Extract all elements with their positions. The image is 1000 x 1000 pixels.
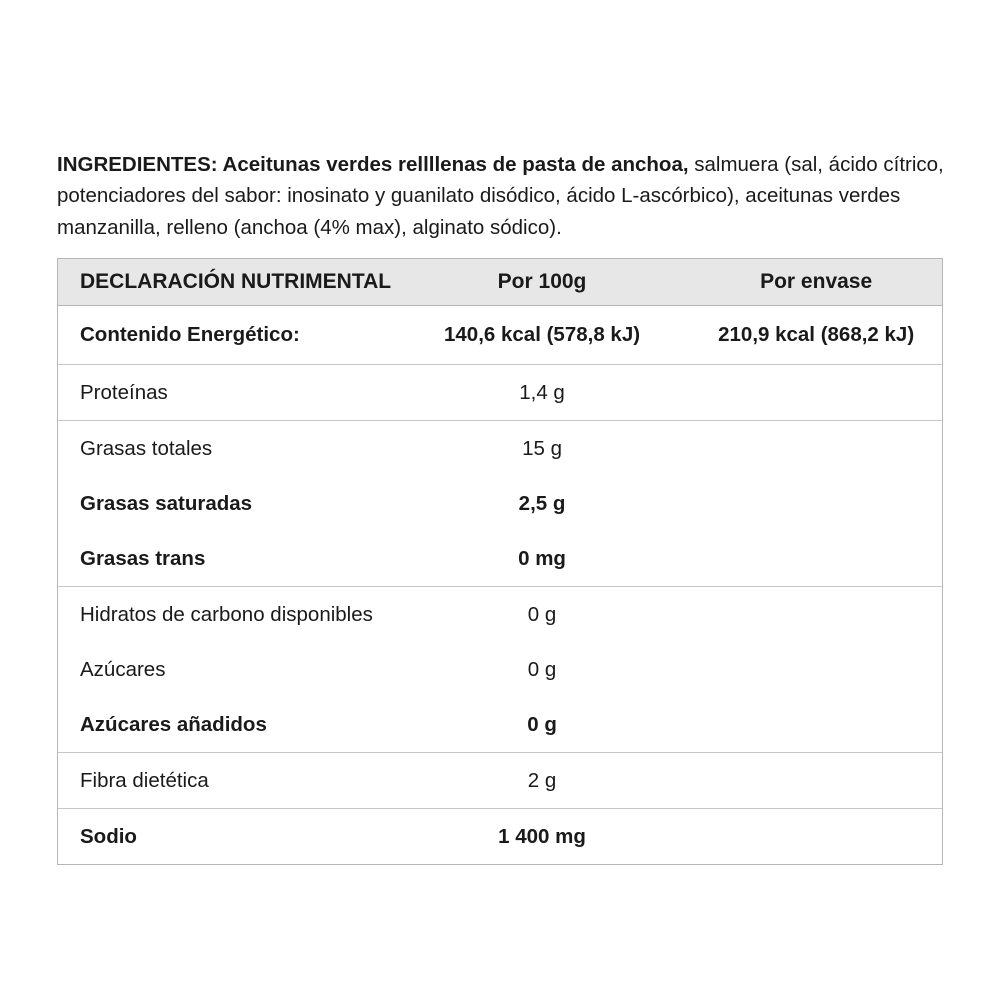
value-per-100g: 0 g (394, 697, 690, 753)
table-header-row (58, 259, 943, 306)
value-per-100g: 1 400 mg (394, 809, 690, 865)
table-row (58, 809, 943, 865)
header-declaracion-nutrimental: DECLARACIÓN NUTRIMENTAL (58, 259, 394, 306)
nutrient-name: Grasas saturadas (58, 476, 394, 531)
value-per-envase (690, 753, 942, 809)
table-row (58, 476, 943, 531)
table-row (58, 421, 943, 477)
table-row (58, 531, 943, 587)
value-per-100g: 0 g (394, 642, 690, 697)
ingredients-body-text: salmuera (sal, ácido cítrico, potenciadores del sabor: inosinato y guanilato disódico, ácido L-ascórbico), aceitunas verdes manzanilla, relleno (anchoa (4% max), alginato sódico). (57, 152, 944, 240)
nutrient-name: Grasas totales (58, 421, 394, 477)
nutrient-name: Proteínas (58, 365, 394, 421)
table-row (58, 587, 943, 643)
header-por-100g: Por 100g (394, 259, 690, 306)
nutrient-name: Azúcares (58, 642, 394, 697)
nutrient-name: Fibra dietética (58, 753, 394, 809)
value-per-100g: 15 g (394, 421, 690, 477)
value-per-envase (690, 697, 942, 753)
header-por-envase: Por envase (690, 259, 942, 306)
value-per-100g: 2,5 g (394, 476, 690, 531)
table-row (58, 753, 943, 809)
nutrient-name: Azúcares añadidos (58, 697, 394, 753)
value-per-100g: 0 g (394, 587, 690, 643)
value-per-100g: 0 mg (394, 531, 690, 587)
value-per-envase: 210,9 kcal (868,2 kJ) (690, 306, 942, 365)
value-per-envase (690, 365, 942, 421)
table-row (58, 306, 943, 365)
nutrient-name: Sodio (58, 809, 394, 865)
value-per-100g: 2 g (394, 753, 690, 809)
ingredients-lead-text: INGREDIENTES: Aceitunas verdes rellllenas de pasta de anchoa, (57, 152, 689, 176)
nutrient-name: Hidratos de carbono disponibles (58, 587, 394, 643)
value-per-envase (690, 531, 942, 587)
nutrition-table (57, 258, 943, 865)
table-row (58, 697, 943, 753)
value-per-envase (690, 476, 942, 531)
value-per-100g: 1,4 g (394, 365, 690, 421)
ingredients-paragraph (57, 149, 945, 245)
nutrient-name: Contenido Energético: (58, 306, 394, 365)
value-per-envase (690, 809, 942, 865)
value-per-envase (690, 642, 942, 697)
value-per-envase (690, 421, 942, 477)
value-per-envase (690, 587, 942, 643)
table-row (58, 365, 943, 421)
table-row (58, 642, 943, 697)
value-per-100g: 140,6 kcal (578,8 kJ) (394, 306, 690, 365)
nutrient-name: Grasas trans (58, 531, 394, 587)
